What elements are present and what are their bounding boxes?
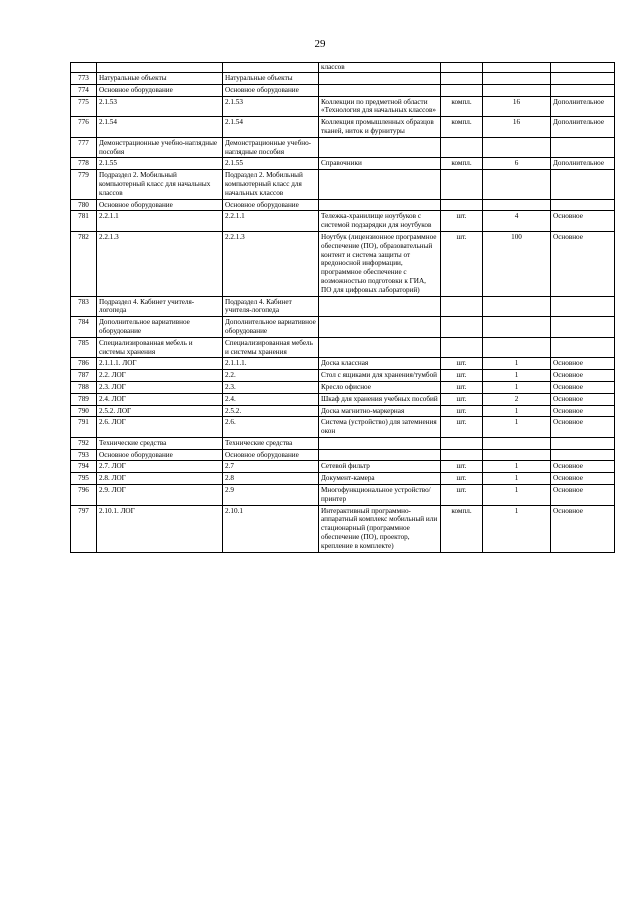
cell-unit: шт. xyxy=(441,211,483,232)
cell-desc xyxy=(319,296,441,317)
cell-unit: шт. xyxy=(441,381,483,393)
cell-num: 783 xyxy=(71,296,97,317)
cell-name: 2.2.1.1 xyxy=(223,211,319,232)
cell-type: Основное xyxy=(551,505,615,552)
cell-code: Демонстрационные учебно-наглядные пособия xyxy=(97,137,223,158)
cell-qty xyxy=(483,73,551,85)
cell-name: 2.7 xyxy=(223,461,319,473)
cell-desc xyxy=(319,137,441,158)
cell-desc xyxy=(319,337,441,358)
cell-qty: 1 xyxy=(483,485,551,506)
cell-desc xyxy=(319,84,441,96)
table-row xyxy=(71,461,615,473)
cell-desc xyxy=(319,199,441,211)
cell-unit: компл. xyxy=(441,505,483,552)
cell-code: 2.1.55 xyxy=(97,158,223,170)
table-row xyxy=(71,505,615,552)
table-row xyxy=(71,417,615,438)
cell-desc: Система (устройство) для затемнения окон xyxy=(319,417,441,438)
cell-num: 774 xyxy=(71,84,97,96)
cell-code: Основное оборудование xyxy=(97,84,223,96)
cell-type: Основное xyxy=(551,485,615,506)
table-row xyxy=(71,296,615,317)
table-row xyxy=(71,158,615,170)
cell-code: 2.1.54 xyxy=(97,117,223,138)
cell-code: 2.9. ЛОГ xyxy=(97,485,223,506)
cell-type xyxy=(551,296,615,317)
cell-name: Натуральные объекты xyxy=(223,73,319,85)
cell-type: Основное xyxy=(551,393,615,405)
cell-qty: 1 xyxy=(483,381,551,393)
cell-qty: 1 xyxy=(483,405,551,417)
cell-qty: 1 xyxy=(483,473,551,485)
cell-type: Дополнительное xyxy=(551,158,615,170)
cell-unit: шт. xyxy=(441,405,483,417)
cell-num: 790 xyxy=(71,405,97,417)
cell-name: 2.1.1.1. xyxy=(223,358,319,370)
cell-num: 785 xyxy=(71,337,97,358)
cell-num: 775 xyxy=(71,96,97,117)
cell-num: 793 xyxy=(71,449,97,461)
cell-name: Подраздел 2. Мобильный компьютерный класс для начальных классов xyxy=(223,170,319,199)
cell-type: Основное xyxy=(551,461,615,473)
cell-name: 2.10.1 xyxy=(223,505,319,552)
cell-name: Основное оборудование xyxy=(223,449,319,461)
cell-num: 778 xyxy=(71,158,97,170)
cell-unit xyxy=(441,170,483,199)
cell-type: Основное xyxy=(551,358,615,370)
cell-qty xyxy=(483,170,551,199)
cell-code: 2.2.1.3 xyxy=(97,231,223,296)
cell-unit: компл. xyxy=(441,96,483,117)
cell-code: 2.2.1.1 xyxy=(97,211,223,232)
cell-type: Основное xyxy=(551,211,615,232)
cell-desc: Кресло офисное xyxy=(319,381,441,393)
cell-num: 780 xyxy=(71,199,97,211)
equipment-table xyxy=(70,62,615,553)
cell-code: Дополнительное вариативное оборудование xyxy=(97,317,223,338)
cell-code: 2.6. ЛОГ xyxy=(97,417,223,438)
cell-type: Основное xyxy=(551,473,615,485)
cell-qty xyxy=(483,317,551,338)
cell-qty xyxy=(483,337,551,358)
cell-unit: компл. xyxy=(441,158,483,170)
table-row xyxy=(71,449,615,461)
table-row xyxy=(71,485,615,506)
cell-unit xyxy=(441,73,483,85)
cell-qty xyxy=(483,63,551,73)
cell-qty xyxy=(483,84,551,96)
cell-unit: шт. xyxy=(441,417,483,438)
cell-desc: Стол с ящиками для хранения/тумбой xyxy=(319,370,441,382)
cell-unit xyxy=(441,449,483,461)
cell-unit xyxy=(441,199,483,211)
cell-code xyxy=(97,63,223,73)
cell-num: 796 xyxy=(71,485,97,506)
cell-desc: Доска магнитно-маркерная xyxy=(319,405,441,417)
cell-name: 2.3. xyxy=(223,381,319,393)
cell-desc xyxy=(319,317,441,338)
cell-name: Технические средства xyxy=(223,437,319,449)
cell-name: 2.4. xyxy=(223,393,319,405)
cell-qty xyxy=(483,137,551,158)
cell-num: 789 xyxy=(71,393,97,405)
cell-qty: 100 xyxy=(483,231,551,296)
cell-desc: Коллекция промышленных образцов тканей, ниток и фурнитуры xyxy=(319,117,441,138)
table-row xyxy=(71,381,615,393)
cell-desc: Сетевой фильтр xyxy=(319,461,441,473)
cell-type: Основное xyxy=(551,381,615,393)
cell-desc: Тележка-хранилище ноутбуков с системой подзарядки для ноутбуков xyxy=(319,211,441,232)
cell-type: Основное xyxy=(551,231,615,296)
cell-unit xyxy=(441,317,483,338)
cell-qty: 1 xyxy=(483,370,551,382)
cell-num: 777 xyxy=(71,137,97,158)
cell-qty: 16 xyxy=(483,96,551,117)
cell-unit: шт. xyxy=(441,358,483,370)
cell-num: 782 xyxy=(71,231,97,296)
cell-qty: 2 xyxy=(483,393,551,405)
cell-num: 786 xyxy=(71,358,97,370)
cell-num: 776 xyxy=(71,117,97,138)
cell-type xyxy=(551,170,615,199)
table-row xyxy=(71,137,615,158)
cell-name: Демонстрационные учебно-наглядные пособия xyxy=(223,137,319,158)
cell-code: Подраздел 4. Кабинет учителя-логопеда xyxy=(97,296,223,317)
cell-num xyxy=(71,63,97,73)
cell-name: Подраздел 4. Кабинет учителя-логопеда xyxy=(223,296,319,317)
cell-code: Специализированная мебель и системы хранения xyxy=(97,337,223,358)
cell-qty xyxy=(483,199,551,211)
cell-code: 2.2. ЛОГ xyxy=(97,370,223,382)
table-row xyxy=(71,84,615,96)
cell-desc xyxy=(319,73,441,85)
cell-type: Основное xyxy=(551,417,615,438)
cell-unit xyxy=(441,63,483,73)
cell-type xyxy=(551,73,615,85)
cell-num: 788 xyxy=(71,381,97,393)
cell-qty xyxy=(483,296,551,317)
cell-desc: Ноутбук (лицензионное программное обеспечение (ПО), образовательный контент и система защиты от вредоносной информации, программное обеспечение с возможностью подготовки к ГИА, ПО для цифровых лабораторий) xyxy=(319,231,441,296)
cell-code: 2.4. ЛОГ xyxy=(97,393,223,405)
cell-num: 794 xyxy=(71,461,97,473)
cell-type xyxy=(551,449,615,461)
cell-unit: компл. xyxy=(441,117,483,138)
cell-code: Технические средства xyxy=(97,437,223,449)
cell-unit: шт. xyxy=(441,461,483,473)
cell-qty: 1 xyxy=(483,358,551,370)
cell-code: Натуральные объекты xyxy=(97,73,223,85)
cell-desc: Коллекции по предметной области «Технология для начальных классов» xyxy=(319,96,441,117)
table-row xyxy=(71,405,615,417)
table-row xyxy=(71,73,615,85)
cell-unit xyxy=(441,84,483,96)
cell-type xyxy=(551,199,615,211)
cell-qty xyxy=(483,449,551,461)
cell-unit xyxy=(441,137,483,158)
cell-unit: шт. xyxy=(441,473,483,485)
table-row xyxy=(71,370,615,382)
cell-name: Основное оборудование xyxy=(223,199,319,211)
cell-name: 2.9 xyxy=(223,485,319,506)
cell-type xyxy=(551,437,615,449)
cell-desc: Многофункциональное устройство/принтер xyxy=(319,485,441,506)
cell-code: Подраздел 2. Мобильный компьютерный класс для начальных классов xyxy=(97,170,223,199)
cell-name: 2.1.54 xyxy=(223,117,319,138)
cell-name xyxy=(223,63,319,73)
cell-type: Дополнительное xyxy=(551,96,615,117)
cell-num: 795 xyxy=(71,473,97,485)
cell-qty xyxy=(483,437,551,449)
table-row xyxy=(71,337,615,358)
cell-unit: шт. xyxy=(441,393,483,405)
cell-name: 2.1.55 xyxy=(223,158,319,170)
table-row xyxy=(71,96,615,117)
cell-code: 2.8. ЛОГ xyxy=(97,473,223,485)
cell-code: Основное оборудование xyxy=(97,449,223,461)
cell-qty: 1 xyxy=(483,461,551,473)
cell-code: Основное оборудование xyxy=(97,199,223,211)
cell-num: 779 xyxy=(71,170,97,199)
cell-name: Специализированная мебель и системы хранения xyxy=(223,337,319,358)
cell-qty: 1 xyxy=(483,417,551,438)
cell-name: 2.8 xyxy=(223,473,319,485)
cell-num: 773 xyxy=(71,73,97,85)
cell-type: Дополнительное xyxy=(551,117,615,138)
cell-type xyxy=(551,63,615,73)
cell-unit: шт. xyxy=(441,231,483,296)
table-row xyxy=(71,317,615,338)
cell-desc xyxy=(319,437,441,449)
cell-unit: шт. xyxy=(441,370,483,382)
cell-code: 2.5.2. ЛОГ xyxy=(97,405,223,417)
cell-type xyxy=(551,137,615,158)
cell-code: 2.1.53 xyxy=(97,96,223,117)
cell-unit xyxy=(441,437,483,449)
cell-qty: 4 xyxy=(483,211,551,232)
cell-code: 2.7. ЛОГ xyxy=(97,461,223,473)
table-row xyxy=(71,358,615,370)
cell-code: 2.10.1. ЛОГ xyxy=(97,505,223,552)
cell-type xyxy=(551,337,615,358)
cell-name: 2.1.53 xyxy=(223,96,319,117)
cell-desc: Интерактивный программно-аппаратный комплекс мобильный или стационарный (программное обеспечение (ПО), проектор, крепление в комплекте) xyxy=(319,505,441,552)
cell-type: Основное xyxy=(551,370,615,382)
cell-desc: классов xyxy=(319,63,441,73)
cell-num: 784 xyxy=(71,317,97,338)
cell-unit xyxy=(441,337,483,358)
cell-desc: Справочники xyxy=(319,158,441,170)
cell-code: 2.3. ЛОГ xyxy=(97,381,223,393)
cell-name: Основное оборудование xyxy=(223,84,319,96)
cell-unit xyxy=(441,296,483,317)
cell-unit: шт. xyxy=(441,485,483,506)
cell-num: 787 xyxy=(71,370,97,382)
cell-type xyxy=(551,317,615,338)
table-row xyxy=(71,393,615,405)
cell-desc: Доска классная xyxy=(319,358,441,370)
cell-desc xyxy=(319,449,441,461)
cell-num: 797 xyxy=(71,505,97,552)
table-row xyxy=(71,170,615,199)
cell-type: Основное xyxy=(551,405,615,417)
table-row xyxy=(71,231,615,296)
cell-code: 2.1.1.1. ЛОГ xyxy=(97,358,223,370)
table-row xyxy=(71,437,615,449)
cell-num: 792 xyxy=(71,437,97,449)
page-number: 29 xyxy=(314,38,326,50)
table-row xyxy=(71,473,615,485)
cell-qty: 6 xyxy=(483,158,551,170)
cell-num: 791 xyxy=(71,417,97,438)
cell-desc: Документ-камера xyxy=(319,473,441,485)
table-row xyxy=(71,199,615,211)
cell-qty: 1 xyxy=(483,505,551,552)
table-row xyxy=(71,211,615,232)
cell-name: 2.5.2. xyxy=(223,405,319,417)
table-row-continuation xyxy=(71,63,615,73)
cell-name: 2.6. xyxy=(223,417,319,438)
cell-qty: 16 xyxy=(483,117,551,138)
cell-desc: Шкаф для хранения учебных пособий xyxy=(319,393,441,405)
cell-desc xyxy=(319,170,441,199)
table-row xyxy=(71,117,615,138)
cell-name: 2.2. xyxy=(223,370,319,382)
cell-name: Дополнительное вариативное оборудование xyxy=(223,317,319,338)
cell-type xyxy=(551,84,615,96)
cell-num: 781 xyxy=(71,211,97,232)
cell-name: 2.2.1.3 xyxy=(223,231,319,296)
